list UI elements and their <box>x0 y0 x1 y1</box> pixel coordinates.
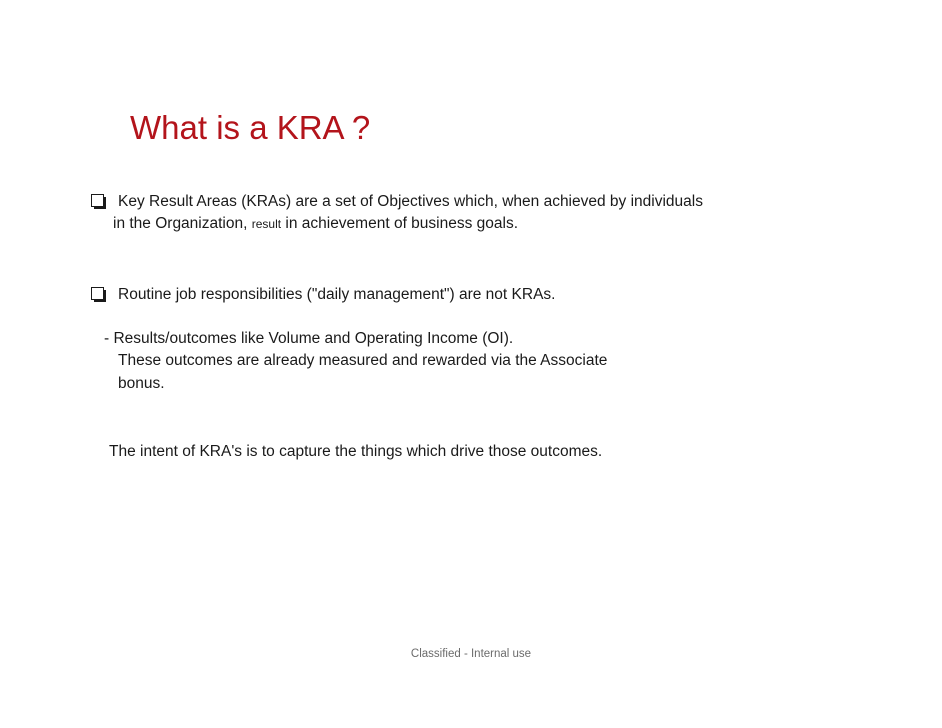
sub-line3: bonus. <box>118 375 165 392</box>
bullet1-line2-part-a: in the Organization, <box>113 215 252 232</box>
bullet1-line2 <box>113 213 518 235</box>
sub-line2: These outcomes are already measured and rewarded via the Associate <box>118 352 608 369</box>
intent-text: The intent of KRA's is to capture the things which drive those outcomes. <box>109 443 603 460</box>
sub-line1: - Results/outcomes like Volume and Operating Income (OI). <box>104 330 514 347</box>
bullet1-line2-small: result <box>251 217 282 231</box>
slide-title: What is a KRA ? <box>130 109 371 146</box>
checkbox-bullet-icon <box>91 287 104 300</box>
checkbox-bullet-icon <box>91 194 104 207</box>
bullet1-line1: Key Result Areas (KRAs) are a set of Objectives which, when achieved by individuals <box>118 193 703 210</box>
classification-footer: Classified - Internal use <box>410 648 532 660</box>
bullet1-line2-part-b: in achievement of business goals. <box>281 215 519 232</box>
bullet2-text: Routine job responsibilities ("daily management") are not KRAs. <box>118 286 556 303</box>
